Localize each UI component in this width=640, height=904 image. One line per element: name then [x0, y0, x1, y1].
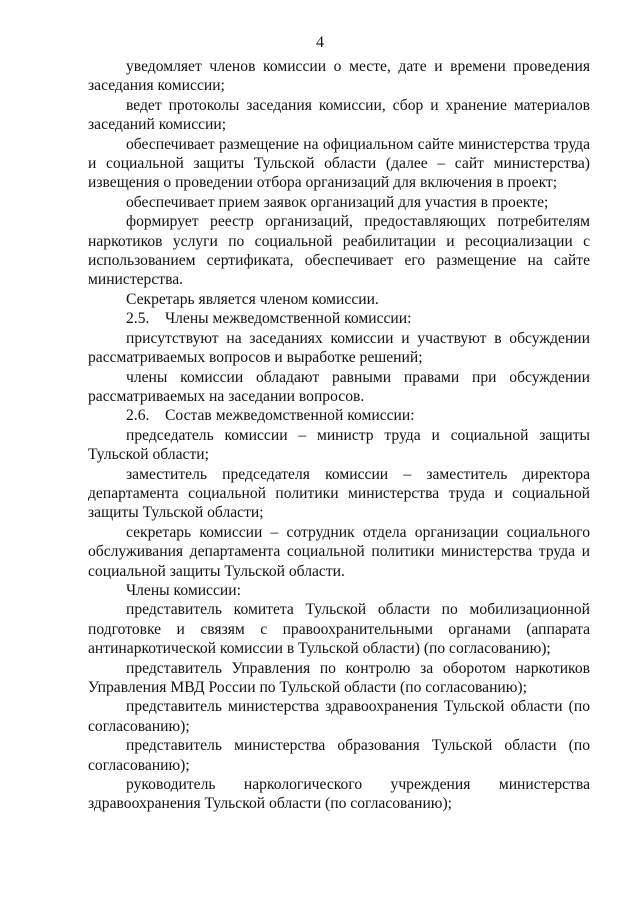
paragraph: представитель комитета Тульской области по мобилизационной подготовке и связям с правоохранительными органами (аппарата антинаркотической комиссии в Тульской области) (по согласованию); [88, 601, 590, 658]
paragraph: представитель Управления по контролю за оборотом наркотиков Управления МВД России по Тульской области (по согласованию); [88, 659, 590, 696]
section-heading-text: Члены межведомственной комиссии: [165, 310, 412, 328]
paragraph: секретарь комиссии – сотрудник отдела организации социального обслуживания департамента социальной политики министерства труда и социальной защиты Тульской области. [88, 523, 590, 580]
section-number: 2.6. [126, 407, 150, 425]
paragraph: Члены комиссии: [126, 581, 241, 599]
paragraph: Секретарь является членом комиссии. [126, 290, 379, 308]
paragraph: формирует реестр организаций, предоставляющих потребителям наркотиков услуги по социальной реабилитации и ресоциализации с использованием сертификата, обеспечивает его размещение на сайте министерства. [88, 213, 590, 289]
paragraph: руководитель наркологического учреждения министерства здравоохранения Тульской области (по согласованию); [88, 776, 590, 813]
paragraph: представитель министерства образования Тульской области (по согласованию); [88, 737, 590, 774]
paragraph: представитель министерства здравоохранения Тульской области (по согласованию); [88, 698, 590, 735]
paragraph: обеспечивает прием заявок организаций для участия в проекте; [126, 193, 549, 211]
section-heading-text: Состав межведомственной комиссии: [165, 407, 415, 425]
section-heading-2-5 [88, 309, 590, 328]
paragraph: члены комиссии обладают равными правами при обсуждении рассматриваемых на заседании вопросов. [88, 368, 590, 405]
page-number: 4 [316, 34, 324, 51]
paragraph: заместитель председателя комиссии – заместитель директора департамента социальной политики министерства труда и социальной защиты Тульской области; [88, 465, 590, 522]
paragraph: ведет протоколы заседания комиссии, сбор и хранение материалов заседаний комиссии; [88, 96, 590, 134]
paragraph: присутствуют на заседаниях комиссии и участвуют в обсуждении рассматриваемых вопросов и выработке решений; [88, 329, 590, 367]
paragraph: обеспечивает размещение на официальном сайте министерства труда и социальной защиты Тульской области (далее – сайт министерства) извещения о проведении отбора организаций для включения в проект; [88, 135, 590, 192]
section-heading-2-6 [88, 406, 590, 425]
section-number: 2.5. [126, 310, 150, 328]
paragraph: председатель комиссии – министр труда и социальной защиты Тульской области; [88, 426, 590, 464]
document-body [88, 57, 590, 814]
paragraph: уведомляет членов комиссии о месте, дате и времени проведения заседания комиссии; [88, 58, 590, 95]
